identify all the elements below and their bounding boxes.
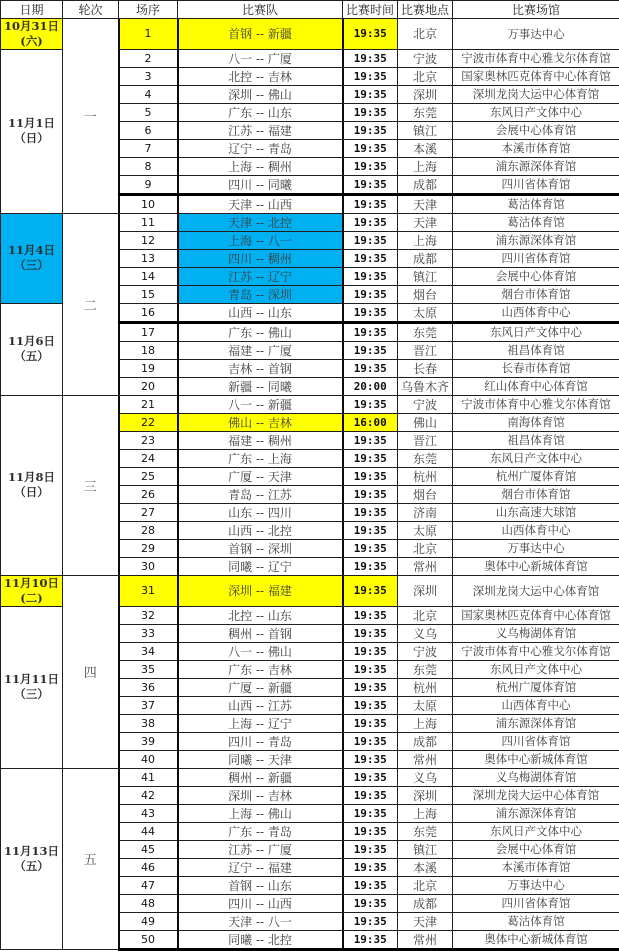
venue-cell: 四川省体育馆: [453, 175, 619, 194]
date-weekday: （日）: [1, 485, 62, 500]
city-cell: 北京: [398, 19, 453, 50]
time-cell: 19:35: [343, 930, 398, 949]
venue-cell: 会展中心体育馆: [453, 840, 619, 858]
time-cell: 19:35: [343, 804, 398, 822]
seq-cell: 5: [119, 103, 178, 121]
time-cell: 19:35: [343, 732, 398, 750]
venue-cell: 葛沽体育馆: [453, 213, 619, 231]
seq-cell: 30: [119, 557, 178, 575]
time-cell: 19:35: [343, 539, 398, 557]
seq-cell: 36: [119, 678, 178, 696]
time-cell: 19:35: [343, 714, 398, 732]
city-cell: 深圳: [398, 85, 453, 103]
venue-cell: 深圳龙岗大运中心体育馆: [453, 575, 619, 606]
city-cell: 太原: [398, 521, 453, 539]
seq-cell: 7: [119, 139, 178, 157]
venue-cell: 南海体育馆: [453, 413, 619, 431]
seq-cell: 3: [119, 67, 178, 85]
city-cell: 杭州: [398, 467, 453, 485]
time-cell: 19:35: [343, 121, 398, 139]
venue-cell: 浦东源深体育馆: [453, 804, 619, 822]
city-cell: 东莞: [398, 449, 453, 467]
seq-cell: 26: [119, 485, 178, 503]
time-cell: 19:35: [343, 521, 398, 539]
time-cell: 19:35: [343, 267, 398, 285]
schedule-body: [1, 19, 619, 950]
venue-cell: 国家奥林匹克体育中心体育馆: [453, 67, 619, 85]
seq-cell: 37: [119, 696, 178, 714]
city-cell: 上海: [398, 231, 453, 249]
time-cell: 19:35: [343, 696, 398, 714]
seq-cell: 47: [119, 876, 178, 894]
teams-cell: 天津 -- 北控: [178, 213, 343, 231]
seq-cell: 34: [119, 642, 178, 660]
time-cell: 19:35: [343, 322, 398, 341]
time-cell: 19:35: [343, 303, 398, 322]
venue-cell: 浦东源深体育馆: [453, 157, 619, 175]
date-weekday: (二): [1, 591, 62, 606]
teams-cell: 辽宁 -- 福建: [178, 858, 343, 876]
teams-cell: 四川 -- 同曦: [178, 175, 343, 194]
teams-cell: 四川 -- 山西: [178, 894, 343, 912]
date-cell: [1, 19, 63, 50]
time-cell: 19:35: [343, 858, 398, 876]
city-cell: 镇江: [398, 267, 453, 285]
date-cell: [1, 303, 63, 395]
teams-cell: 广东 -- 上海: [178, 449, 343, 467]
seq-cell: 2: [119, 49, 178, 67]
date-label: 11月1日: [1, 116, 62, 131]
teams-cell: 北控 -- 山东: [178, 606, 343, 624]
teams-cell: 首钢 -- 深圳: [178, 539, 343, 557]
venue-cell: 宁波市体育中心雅戈尔体育馆: [453, 642, 619, 660]
city-cell: 北京: [398, 876, 453, 894]
time-cell: 19:35: [343, 103, 398, 121]
teams-cell: 上海 -- 八一: [178, 231, 343, 249]
teams-cell: 同曦 -- 辽宁: [178, 557, 343, 575]
date-label: 11月11日: [1, 672, 62, 687]
round-cell: 五: [63, 768, 119, 949]
header-row: [1, 1, 619, 19]
teams-cell: 上海 -- 稠州: [178, 157, 343, 175]
teams-cell: 稠州 -- 新疆: [178, 768, 343, 786]
time-cell: 19:35: [343, 575, 398, 606]
date-weekday: （三）: [1, 687, 62, 702]
seq-cell: 1: [119, 19, 178, 50]
teams-cell: 天津 -- 山西: [178, 194, 343, 213]
seq-cell: 15: [119, 285, 178, 303]
venue-cell: 烟台市体育馆: [453, 285, 619, 303]
seq-cell: 46: [119, 858, 178, 876]
time-cell: 19:35: [343, 49, 398, 67]
date-label: 11月10日: [1, 576, 62, 591]
venue-cell: 奥体中心新城体育馆: [453, 750, 619, 768]
header-cell-time: 比赛时间: [343, 1, 398, 19]
time-cell: 19:35: [343, 157, 398, 175]
table-row: [1, 395, 619, 413]
time-cell: 19:35: [343, 750, 398, 768]
city-cell: 晋江: [398, 341, 453, 359]
time-cell: 19:35: [343, 395, 398, 413]
time-cell: 19:35: [343, 67, 398, 85]
venue-cell: 会展中心体育馆: [453, 267, 619, 285]
venue-cell: 国家奥林匹克体育中心体育馆: [453, 606, 619, 624]
venue-cell: 东风日产文体中心: [453, 822, 619, 840]
seq-cell: 43: [119, 804, 178, 822]
table-row: [1, 213, 619, 231]
seq-cell: 13: [119, 249, 178, 267]
teams-cell: 八一 -- 广厦: [178, 49, 343, 67]
venue-cell: 浦东源深体育馆: [453, 231, 619, 249]
header-cell-date: 日期: [1, 1, 63, 19]
city-cell: 烟台: [398, 485, 453, 503]
date-weekday: （五）: [1, 859, 62, 874]
city-cell: 镇江: [398, 121, 453, 139]
time-cell: 19:35: [343, 557, 398, 575]
time-cell: 19:35: [343, 678, 398, 696]
venue-cell: 四川省体育馆: [453, 732, 619, 750]
venue-cell: 义乌梅湖体育馆: [453, 768, 619, 786]
teams-cell: 广东 -- 山东: [178, 103, 343, 121]
time-cell: 19:35: [343, 19, 398, 50]
time-cell: 19:35: [343, 85, 398, 103]
city-cell: 成都: [398, 249, 453, 267]
time-cell: 19:35: [343, 822, 398, 840]
seq-cell: 48: [119, 894, 178, 912]
seq-cell: 49: [119, 912, 178, 930]
city-cell: 东莞: [398, 103, 453, 121]
seq-cell: 8: [119, 157, 178, 175]
seq-cell: 32: [119, 606, 178, 624]
date-cell: [1, 49, 63, 213]
date-cell: [1, 575, 63, 606]
seq-cell: 23: [119, 431, 178, 449]
venue-cell: 东风日产文体中心: [453, 449, 619, 467]
seq-cell: 20: [119, 377, 178, 395]
teams-cell: 福建 -- 广厦: [178, 341, 343, 359]
teams-cell: 山西 -- 山东: [178, 303, 343, 322]
city-cell: 济南: [398, 503, 453, 521]
city-cell: 成都: [398, 894, 453, 912]
time-cell: 19:35: [343, 606, 398, 624]
seq-cell: 18: [119, 341, 178, 359]
teams-cell: 首钢 -- 山东: [178, 876, 343, 894]
venue-cell: 葛沽体育馆: [453, 912, 619, 930]
header-cell-city: 比赛地点: [398, 1, 453, 19]
time-cell: 19:35: [343, 503, 398, 521]
header-cell-round: 轮次: [63, 1, 119, 19]
time-cell: 19:35: [343, 840, 398, 858]
seq-cell: 29: [119, 539, 178, 557]
teams-cell: 四川 -- 稠州: [178, 249, 343, 267]
seq-cell: 50: [119, 930, 178, 949]
time-cell: 19:35: [343, 249, 398, 267]
teams-cell: 江苏 -- 辽宁: [178, 267, 343, 285]
time-cell: 19:35: [343, 894, 398, 912]
teams-cell: 八一 -- 佛山: [178, 642, 343, 660]
date-cell: [1, 395, 63, 575]
seq-cell: 4: [119, 85, 178, 103]
teams-cell: 稠州 -- 首钢: [178, 624, 343, 642]
teams-cell: 广厦 -- 新疆: [178, 678, 343, 696]
city-cell: 北京: [398, 67, 453, 85]
city-cell: 天津: [398, 194, 453, 213]
teams-cell: 佛山 -- 吉林: [178, 413, 343, 431]
seq-cell: 42: [119, 786, 178, 804]
city-cell: 烟台: [398, 285, 453, 303]
time-cell: 19:35: [343, 485, 398, 503]
time-cell: 16:00: [343, 413, 398, 431]
seq-cell: 10: [119, 194, 178, 213]
city-cell: 上海: [398, 714, 453, 732]
time-cell: 20:00: [343, 377, 398, 395]
venue-cell: 山西体育中心: [453, 303, 619, 322]
venue-cell: 浦东源深体育馆: [453, 714, 619, 732]
time-cell: 19:35: [343, 467, 398, 485]
time-cell: 19:35: [343, 341, 398, 359]
seq-cell: 35: [119, 660, 178, 678]
venue-cell: 宁波市体育中心雅戈尔体育馆: [453, 395, 619, 413]
city-cell: 天津: [398, 912, 453, 930]
teams-cell: 上海 -- 佛山: [178, 804, 343, 822]
venue-cell: 东风日产文体中心: [453, 660, 619, 678]
city-cell: 上海: [398, 804, 453, 822]
seq-cell: 40: [119, 750, 178, 768]
teams-cell: 天津 -- 八一: [178, 912, 343, 930]
venue-cell: 葛沽体育馆: [453, 194, 619, 213]
teams-cell: 北控 -- 吉林: [178, 67, 343, 85]
venue-cell: 四川省体育馆: [453, 249, 619, 267]
venue-cell: 深圳龙岗大运中心体育馆: [453, 786, 619, 804]
teams-cell: 深圳 -- 福建: [178, 575, 343, 606]
seq-cell: 31: [119, 575, 178, 606]
city-cell: 深圳: [398, 575, 453, 606]
seq-cell: 17: [119, 322, 178, 341]
city-cell: 杭州: [398, 678, 453, 696]
city-cell: 东莞: [398, 322, 453, 341]
venue-cell: 红山体育中心体育馆: [453, 377, 619, 395]
seq-cell: 19: [119, 359, 178, 377]
teams-cell: 八一 -- 新疆: [178, 395, 343, 413]
teams-cell: 山西 -- 北控: [178, 521, 343, 539]
city-cell: 常州: [398, 750, 453, 768]
city-cell: 东莞: [398, 660, 453, 678]
city-cell: 北京: [398, 606, 453, 624]
teams-cell: 广东 -- 吉林: [178, 660, 343, 678]
teams-cell: 深圳 -- 佛山: [178, 85, 343, 103]
seq-cell: 25: [119, 467, 178, 485]
seq-cell: 21: [119, 395, 178, 413]
time-cell: 19:35: [343, 642, 398, 660]
date-label: 11月4日: [1, 243, 62, 258]
time-cell: 19:35: [343, 449, 398, 467]
seq-cell: 39: [119, 732, 178, 750]
city-cell: 长春: [398, 359, 453, 377]
teams-cell: 广东 -- 佛山: [178, 322, 343, 341]
seq-cell: 33: [119, 624, 178, 642]
date-label: 11月8日: [1, 470, 62, 485]
venue-cell: 万事达中心: [453, 876, 619, 894]
teams-cell: 四川 -- 青岛: [178, 732, 343, 750]
venue-cell: 义乌梅湖体育馆: [453, 624, 619, 642]
city-cell: 太原: [398, 696, 453, 714]
teams-cell: 首钢 -- 新疆: [178, 19, 343, 50]
date-weekday: （五）: [1, 349, 62, 364]
venue-cell: 奥体中心新城体育馆: [453, 557, 619, 575]
teams-cell: 山西 -- 江苏: [178, 696, 343, 714]
time-cell: 19:35: [343, 359, 398, 377]
seq-cell: 14: [119, 267, 178, 285]
city-cell: 深圳: [398, 786, 453, 804]
time-cell: 19:35: [343, 139, 398, 157]
time-cell: 19:35: [343, 624, 398, 642]
venue-cell: 万事达中心: [453, 19, 619, 50]
venue-cell: 四川省体育馆: [453, 894, 619, 912]
city-cell: 乌鲁木齐: [398, 377, 453, 395]
date-label: 11月6日: [1, 334, 62, 349]
city-cell: 宁波: [398, 49, 453, 67]
time-cell: 19:35: [343, 194, 398, 213]
date-weekday: （日）: [1, 131, 62, 146]
city-cell: 北京: [398, 539, 453, 557]
teams-cell: 辽宁 -- 青岛: [178, 139, 343, 157]
city-cell: 本溪: [398, 139, 453, 157]
venue-cell: 万事达中心: [453, 539, 619, 557]
seq-cell: 41: [119, 768, 178, 786]
teams-cell: 青岛 -- 江苏: [178, 485, 343, 503]
date-cell: [1, 213, 63, 303]
venue-cell: 东风日产文体中心: [453, 103, 619, 121]
seq-cell: 6: [119, 121, 178, 139]
city-cell: 佛山: [398, 413, 453, 431]
teams-cell: 青岛 -- 深圳: [178, 285, 343, 303]
table-row: [1, 575, 619, 606]
teams-cell: 上海 -- 辽宁: [178, 714, 343, 732]
time-cell: 19:35: [343, 285, 398, 303]
city-cell: 成都: [398, 732, 453, 750]
teams-cell: 广东 -- 青岛: [178, 822, 343, 840]
seq-cell: 28: [119, 521, 178, 539]
city-cell: 宁波: [398, 642, 453, 660]
city-cell: 东莞: [398, 822, 453, 840]
seq-cell: 9: [119, 175, 178, 194]
time-cell: 19:35: [343, 213, 398, 231]
date-weekday: (六): [1, 34, 62, 49]
venue-cell: 奥体中心新城体育馆: [453, 930, 619, 949]
seq-cell: 45: [119, 840, 178, 858]
venue-cell: 山西体育中心: [453, 521, 619, 539]
date-weekday: （三）: [1, 258, 62, 273]
venue-cell: 山东高速大球馆: [453, 503, 619, 521]
time-cell: 19:35: [343, 431, 398, 449]
venue-cell: 本溪市体育馆: [453, 858, 619, 876]
city-cell: 晋江: [398, 431, 453, 449]
venue-cell: 杭州广厦体育馆: [453, 678, 619, 696]
city-cell: 镇江: [398, 840, 453, 858]
teams-cell: 同曦 -- 北控: [178, 930, 343, 949]
teams-cell: 深圳 -- 吉林: [178, 786, 343, 804]
seq-cell: 11: [119, 213, 178, 231]
city-cell: 天津: [398, 213, 453, 231]
date-cell: [1, 606, 63, 768]
city-cell: 义乌: [398, 768, 453, 786]
venue-cell: 长春市体育馆: [453, 359, 619, 377]
time-cell: 19:35: [343, 912, 398, 930]
city-cell: 上海: [398, 157, 453, 175]
venue-cell: 东风日产文体中心: [453, 322, 619, 341]
time-cell: 19:35: [343, 786, 398, 804]
time-cell: 19:35: [343, 768, 398, 786]
header-cell-venue: 比赛场馆: [453, 1, 619, 19]
city-cell: 义乌: [398, 624, 453, 642]
seq-cell: 38: [119, 714, 178, 732]
date-label: 11月13日: [1, 844, 62, 859]
teams-cell: 吉林 -- 首钢: [178, 359, 343, 377]
teams-cell: 同曦 -- 天津: [178, 750, 343, 768]
city-cell: 成都: [398, 175, 453, 194]
venue-cell: 祖昌体育馆: [453, 341, 619, 359]
time-cell: 19:35: [343, 175, 398, 194]
header-cell-teams: 比赛队: [178, 1, 343, 19]
date-label: 10月31日: [1, 19, 62, 34]
seq-cell: 22: [119, 413, 178, 431]
seq-cell: 24: [119, 449, 178, 467]
teams-cell: 福建 -- 稠州: [178, 431, 343, 449]
seq-cell: 27: [119, 503, 178, 521]
city-cell: 本溪: [398, 858, 453, 876]
teams-cell: 新疆 -- 同曦: [178, 377, 343, 395]
venue-cell: 山西体育中心: [453, 696, 619, 714]
round-cell: 四: [63, 575, 119, 768]
round-cell: 三: [63, 395, 119, 575]
seq-cell: 16: [119, 303, 178, 322]
table-row: [1, 19, 619, 50]
round-cell: 一: [63, 19, 119, 214]
seq-cell: 12: [119, 231, 178, 249]
teams-cell: 山东 -- 四川: [178, 503, 343, 521]
teams-cell: 江苏 -- 福建: [178, 121, 343, 139]
city-cell: 常州: [398, 557, 453, 575]
venue-cell: 本溪市体育馆: [453, 139, 619, 157]
seq-cell: 44: [119, 822, 178, 840]
venue-cell: 深圳龙岗大运中心体育馆: [453, 85, 619, 103]
date-cell: [1, 768, 63, 949]
city-cell: 太原: [398, 303, 453, 322]
venue-cell: 宁波市体育中心雅戈尔体育馆: [453, 49, 619, 67]
city-cell: 宁波: [398, 395, 453, 413]
venue-cell: 烟台市体育馆: [453, 485, 619, 503]
teams-cell: 江苏 -- 广厦: [178, 840, 343, 858]
time-cell: 19:35: [343, 231, 398, 249]
city-cell: 常州: [398, 930, 453, 949]
venue-cell: 杭州广厦体育馆: [453, 467, 619, 485]
teams-cell: 广厦 -- 天津: [178, 467, 343, 485]
venue-cell: 会展中心体育馆: [453, 121, 619, 139]
header-cell-seq: 场序: [119, 1, 178, 19]
venue-cell: 祖昌体育馆: [453, 431, 619, 449]
time-cell: 19:35: [343, 660, 398, 678]
time-cell: 19:35: [343, 876, 398, 894]
table-row: [1, 768, 619, 786]
round-cell: 二: [63, 213, 119, 395]
